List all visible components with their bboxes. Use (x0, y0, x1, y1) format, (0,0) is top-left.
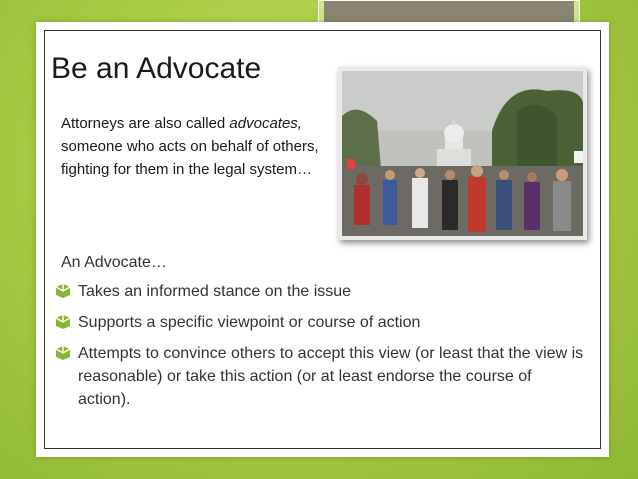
photo-person (385, 170, 395, 180)
photo-person-body (383, 180, 397, 225)
photo-person (445, 170, 455, 180)
open-box-bullet-icon (54, 344, 72, 362)
intro-emphasis: advocates, (229, 115, 302, 132)
photo-sign (574, 151, 583, 163)
photo-person-body (442, 180, 458, 230)
intro-text-after: someone who acts on behalf of others, fighting for them in the legal system… (61, 138, 319, 178)
bullet-item (54, 280, 584, 303)
photo-person-body (468, 177, 486, 232)
photo-person-body (354, 185, 370, 225)
photo-person (471, 165, 483, 177)
photo-crowd-ground (342, 166, 583, 236)
photo-person-body (496, 180, 512, 230)
protest-march-photo (338, 67, 587, 240)
intro-text-before: Attorneys are also called (61, 115, 230, 132)
photo-person-body (524, 182, 540, 230)
photo-person-body (553, 181, 571, 231)
photo-person (499, 170, 509, 180)
photo-person (556, 169, 568, 181)
photo-person-body (412, 178, 428, 228)
photo-image (342, 71, 583, 236)
open-box-bullet-icon (54, 282, 72, 300)
photo-capitol-statue (453, 119, 455, 125)
bullet-item (54, 342, 584, 411)
bullet-text: Supports a specific viewpoint or course of action (78, 314, 421, 331)
photo-capitol-dome (444, 124, 464, 142)
slide (36, 22, 609, 457)
bullet-text: Takes an informed stance on the issue (78, 283, 352, 300)
sub-heading: An Advocate… (61, 254, 167, 271)
slide-title: Be an Advocate (51, 52, 262, 85)
intro-paragraph (61, 112, 341, 181)
photo-person (415, 168, 425, 178)
open-box-bullet-icon (54, 313, 72, 331)
photo-person (527, 172, 537, 182)
bullet-list (54, 280, 584, 419)
bullet-text: Attempts to convince others to accept this view (or least that the view is reasonable) or take this action (or at least endorse the course of action). (78, 345, 584, 408)
bullet-item (54, 311, 584, 334)
photo-sign (347, 159, 355, 169)
photo-person (356, 173, 368, 185)
